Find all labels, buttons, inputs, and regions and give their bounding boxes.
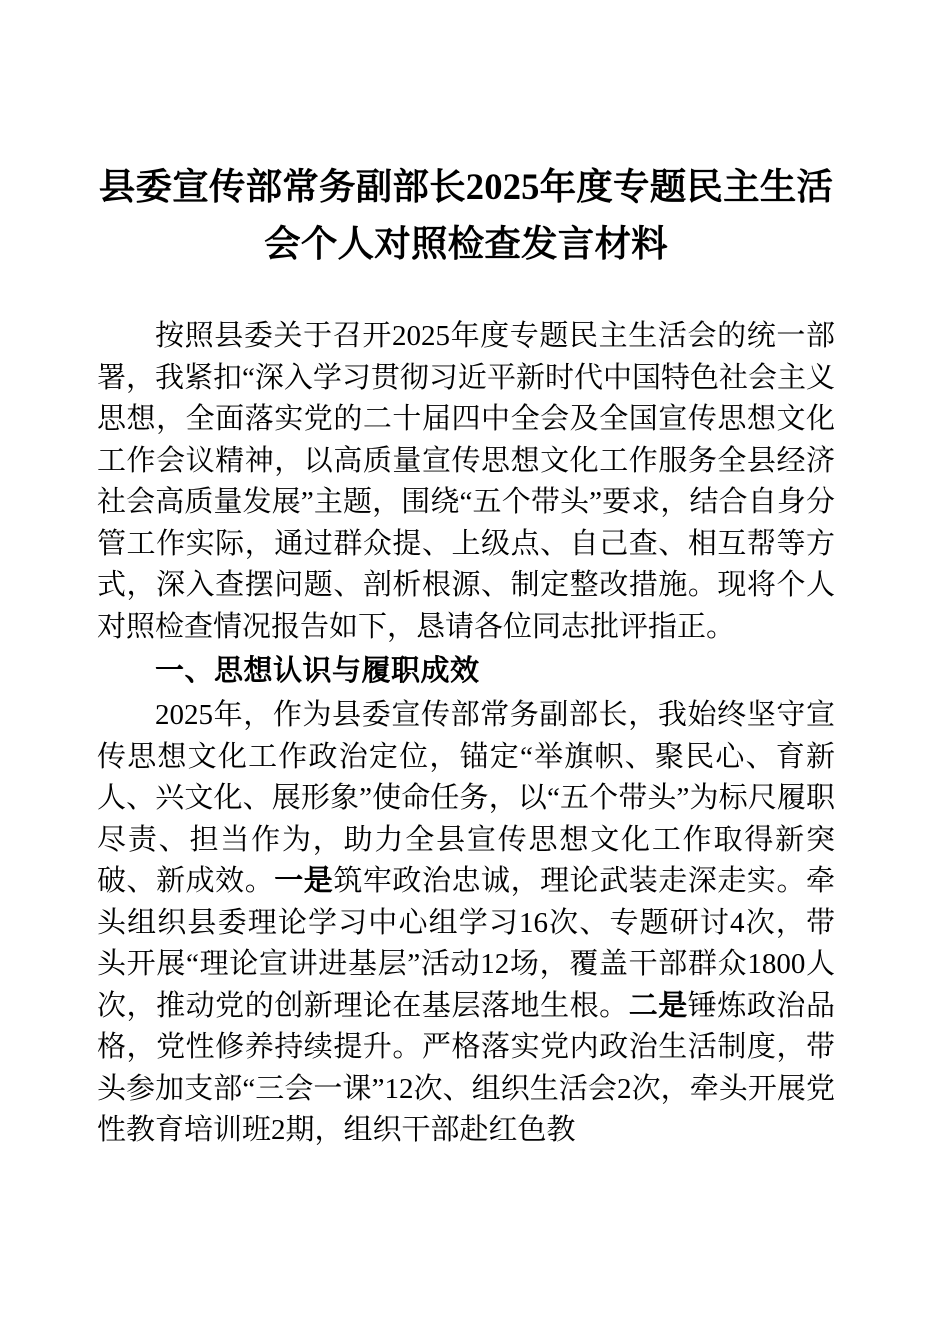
section-one-text-part3: 锤炼政治品格，党性修养持续提升。严格落实党内政治生活制度，带头参加支部“三会一课”12次、组织生活会2次，牵头开展党性教育培训班2期，组织干部赴红色教	[97, 989, 835, 1146]
opening-paragraph: 按照县委关于召开2025年度专题民主生活会的统一部署，我紧扣“深入学习贯彻习近平新时代中国特色社会主义思想，全面落实党的二十届四中全会及全国宣传思想文化工作会议精神，以高质量宣传思想文化工作服务全县经济社会高质量发展”主题，围绕“五个带头”要求，结合自身分管工作实际，通过群众提、上级点、自己查、相互帮等方式，深入查摆问题、剖析根源、制定整改措施。现将个人对照检查情况报告如下，恳请各位同志批评指正。	[97, 320, 835, 643]
document-title: 县委宣传部常务副部长2025年度专题民主生活会个人对照检查发言材料	[98, 166, 834, 264]
section-one-paragraph	[97, 695, 835, 1152]
emphasis-marker-one: 一是	[274, 865, 334, 897]
section-heading-one: 一、思想认识与履职成效	[155, 655, 480, 687]
section-one-text-part1: 2025年，作为县委宣传部常务副部长，我始终坚守宣传思想文化工作政治定位，锚定“举旗帜、聚民心、育新人、兴文化、展形象”使命任务，以“五个带头”为标尺履职尽责、担当作为，助力全县宣传思想文化工作取得新突破、新成效。	[97, 699, 835, 897]
document-content	[97, 0, 835, 1152]
emphasis-marker-two: 二是	[628, 989, 688, 1022]
section-one-text-part2: 筑牢政治忠诚，理论武装走深走实。牵头组织县委理论学习中心组学习16次、专题研讨4次，带头开展“理论宣讲进基层”活动12场，覆盖干部群众1800人次，推动党的创新理论在基层落地生根。	[97, 865, 835, 1022]
